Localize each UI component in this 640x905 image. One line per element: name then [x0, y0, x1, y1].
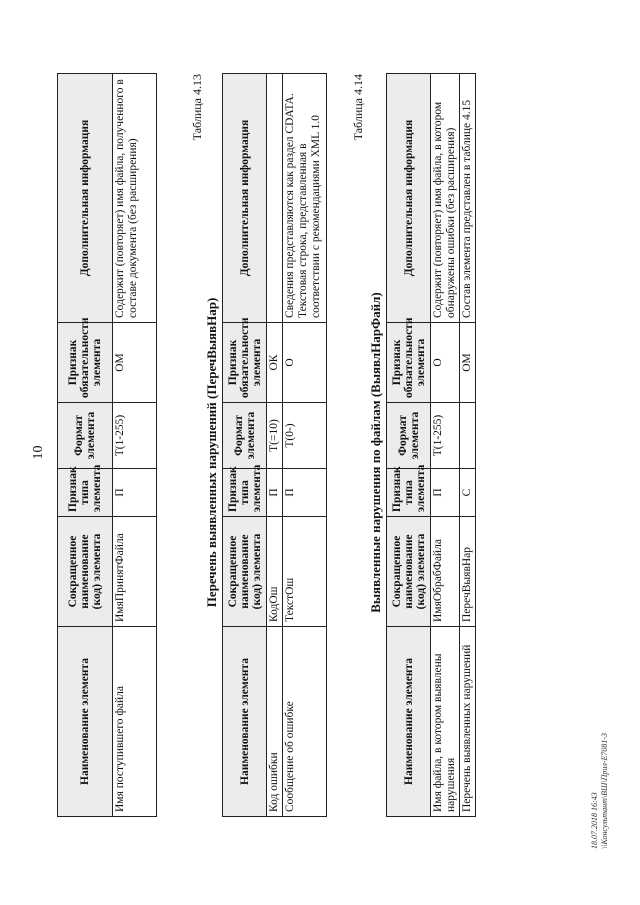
cell-code: ИмяПринятФайла [113, 517, 157, 627]
table-label-4-13: Таблица 4.13 [190, 74, 204, 141]
cell-format: Т(1-255) [113, 403, 157, 469]
col-header-format: Формат элемента [58, 403, 113, 469]
table-received-file [57, 73, 157, 817]
cell-format [460, 403, 476, 469]
cell-format: Т(=10) [267, 403, 283, 469]
col-header-mandatory: Признак обязательности элемента [223, 323, 267, 403]
table-row [113, 74, 157, 817]
cell-mandatory: ОМ [460, 323, 476, 403]
table-header-row [387, 74, 431, 817]
cell-type: С [460, 469, 476, 517]
cell-mandatory: ОМ [113, 323, 157, 403]
stamp-date: 18.07.2018 16:43 [590, 792, 599, 849]
table-header-row [223, 74, 267, 817]
table-row [460, 74, 476, 817]
col-header-type: Признак типа элемента [58, 469, 113, 517]
col-header-code: Сокращенное наименование (код) элемента [58, 517, 113, 627]
print-stamp [590, 733, 610, 849]
cell-info: Сведения представляются как раздел CDATA. Текстовая строка, представленная в соответствии с рекомендациями XML 1.0 [283, 74, 327, 323]
cell-code: ИмяОбрабФайла [431, 517, 460, 627]
col-header-code: Сокращенное наименование (код) элемента [387, 517, 431, 627]
table-heading-violations-by-file: Выявленные нарушения по файлам (ВыявлНарФайл) [368, 292, 383, 613]
cell-mandatory: О [431, 323, 460, 403]
table-row [283, 74, 327, 817]
cell-name: Имя поступившего файла [113, 627, 157, 817]
table-violations-list [222, 73, 327, 817]
col-header-type: Признак типа элемента [223, 469, 267, 517]
cell-info: Состав элемента представлен в таблице 4.15 [460, 74, 476, 323]
table-violations-by-file [386, 73, 476, 817]
cell-type: П [113, 469, 157, 517]
col-header-mandatory: Признак обязательности элемента [387, 323, 431, 403]
table-label-4-14: Таблица 4.14 [351, 74, 365, 141]
table-row [431, 74, 460, 817]
cell-info: Содержит (повторяет) имя файла, в котором обнаружены ошибки (без расширения) [431, 74, 460, 323]
cell-format: Т(1-255) [431, 403, 460, 469]
cell-name: Перечень выявленных нарушений [460, 627, 476, 817]
cell-code: ПеречВыявНар [460, 517, 476, 627]
cell-info [267, 74, 283, 323]
col-header-code: Сокращенное наименование (код) элемента [223, 517, 267, 627]
table-row [267, 74, 283, 817]
col-header-type: Признак типа элемента [387, 469, 431, 517]
col-header-format: Формат элемента [223, 403, 267, 469]
cell-name: Код ошибки [267, 627, 283, 817]
stamp-path: \\Консультант\ВШ\Прил-Е7081-3 [600, 732, 609, 849]
table-heading-violations-list: Перечень выявленных нарушений (ПеречВыявНар) [204, 297, 219, 608]
col-header-name: Наименование элемента [387, 627, 431, 817]
cell-code: КодОш [267, 517, 283, 627]
cell-name: Сообщение об ошибке [283, 627, 327, 817]
col-header-info: Дополнительная информация [387, 74, 431, 323]
cell-type: П [431, 469, 460, 517]
cell-info: Содержит (повторяет) имя файла, полученного в составе документа (без расширения) [113, 74, 157, 323]
col-header-name: Наименование элемента [58, 627, 113, 817]
cell-code: ТекстОш [283, 517, 327, 627]
col-header-name: Наименование элемента [223, 627, 267, 817]
cell-mandatory: ОК [267, 323, 283, 403]
col-header-mandatory: Признак обязательности элемента [58, 323, 113, 403]
cell-mandatory: О [283, 323, 327, 403]
cell-format: Т(0-) [283, 403, 327, 469]
col-header-info: Дополнительная информация [223, 74, 267, 323]
table-header-row [58, 74, 113, 817]
col-header-format: Формат элемента [387, 403, 431, 469]
cell-name: Имя файла, в котором выявлены нарушения [431, 627, 460, 817]
page-number: 10 [31, 445, 46, 460]
cell-type: П [283, 469, 327, 517]
cell-type: П [267, 469, 283, 517]
col-header-info: Дополнительная информация [58, 74, 113, 323]
